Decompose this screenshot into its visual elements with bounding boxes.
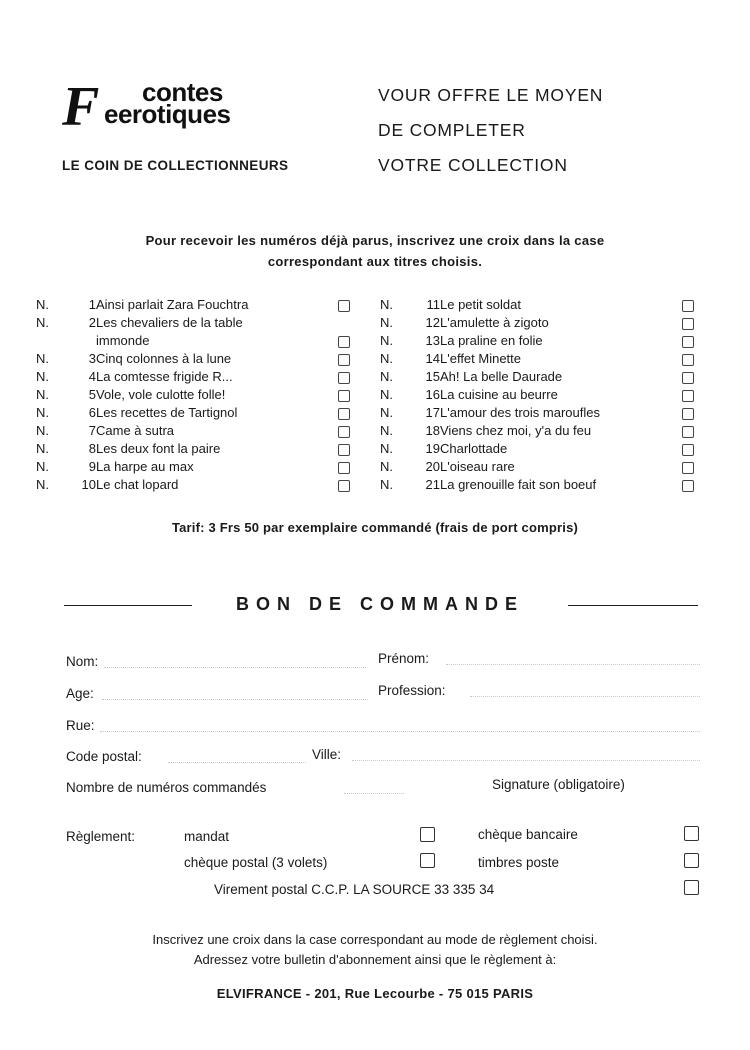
title-number <box>36 368 96 386</box>
title-text-line: L'effet Minette <box>440 351 522 366</box>
title-text-line: Les recettes de Tartignol <box>96 405 238 420</box>
ville-field[interactable] <box>352 760 700 761</box>
mandat-label: mandat <box>184 829 230 844</box>
title-number <box>380 458 440 476</box>
title-number-value: 6 <box>88 405 96 420</box>
profession-field[interactable] <box>470 696 700 697</box>
title-number-value: 9 <box>88 459 96 474</box>
title-number-value: 14 <box>425 351 440 366</box>
title-checkbox[interactable] <box>338 390 350 402</box>
timbres-checkbox[interactable] <box>684 853 699 868</box>
rue-field[interactable] <box>100 731 700 732</box>
title-text-line: Les deux font la paire <box>96 441 221 456</box>
title-number-value: 8 <box>88 441 96 456</box>
title-row <box>380 296 700 314</box>
title-text <box>96 368 233 386</box>
reglement-label: Règlement: <box>66 829 136 844</box>
title-text <box>96 440 220 458</box>
cheque-postal-label: chèque postal (3 volets) <box>184 855 328 870</box>
title-checkbox[interactable] <box>682 354 694 366</box>
title-text <box>440 368 562 386</box>
offer-line: VOUR OFFRE LE MOYEN <box>378 85 604 105</box>
title-number <box>380 440 440 458</box>
title-row <box>36 440 356 458</box>
title-checkbox[interactable] <box>338 444 350 456</box>
title-text-line: La praline en folie <box>440 333 543 348</box>
cheque-bancaire-checkbox[interactable] <box>684 826 699 841</box>
title-text <box>96 476 178 494</box>
title-number-prefix: N. <box>36 315 49 330</box>
title-number-value: 1 <box>88 297 96 312</box>
title-checkbox[interactable] <box>682 426 694 438</box>
title-number <box>380 314 440 332</box>
title-number-prefix: N. <box>36 405 49 420</box>
title-number <box>380 350 440 368</box>
title-checkbox[interactable] <box>682 372 694 384</box>
title-text-line: Cinq colonnes à la lune <box>96 351 232 366</box>
title-row <box>380 476 700 494</box>
title-text <box>440 386 558 404</box>
code-postal-label: Code postal: <box>66 749 142 764</box>
title-checkbox[interactable] <box>338 354 350 366</box>
title-number <box>36 296 96 314</box>
title-text <box>96 350 231 368</box>
rue-label: Rue: <box>66 718 95 733</box>
divider-line-left <box>64 605 192 606</box>
title-number <box>380 404 440 422</box>
intro-line: Pour recevoir les numéros déjà parus, inscrivez une croix dans la case <box>145 233 605 248</box>
title-number-prefix: N. <box>380 459 393 474</box>
title-number <box>380 476 440 494</box>
title-checkbox[interactable] <box>338 300 350 312</box>
title-number-value: 17 <box>425 405 440 420</box>
title-text-line: La grenouille fait son boeuf <box>440 477 597 492</box>
intro-line: correspondant aux titres choisis. <box>267 254 483 269</box>
virement-label: Virement postal C.C.P. LA SOURCE 33 335 34 <box>214 882 495 897</box>
title-number-prefix: N. <box>36 441 49 456</box>
title-number-prefix: N. <box>380 369 393 384</box>
address-instruction-text: Adressez votre bulletin d'abonnement ainsi que le règlement à: <box>193 952 557 967</box>
title-checkbox[interactable] <box>338 426 350 438</box>
bon-de-commande-title: BON DE COMMANDE <box>236 594 524 614</box>
title-row <box>380 404 700 422</box>
title-number <box>36 314 96 332</box>
title-number-value: 10 <box>81 477 96 492</box>
title-text-line: La comtesse frigide R... <box>96 369 233 384</box>
title-checkbox[interactable] <box>682 318 694 330</box>
title-row <box>380 368 700 386</box>
title-number-prefix: N. <box>380 297 393 312</box>
nom-field[interactable] <box>104 667 366 668</box>
title-text-line: Ainsi parlait Zara Fouchtra <box>96 297 249 312</box>
title-number-value: 3 <box>88 351 96 366</box>
title-row <box>36 314 356 350</box>
title-text <box>96 458 194 476</box>
title-number <box>36 386 96 404</box>
title-checkbox[interactable] <box>338 462 350 474</box>
title-checkbox[interactable] <box>682 480 694 492</box>
prenom-field[interactable] <box>446 664 700 665</box>
age-label: Age: <box>66 686 94 701</box>
title-number-prefix: N. <box>36 459 49 474</box>
title-number-prefix: N. <box>36 477 49 492</box>
nom-label: Nom: <box>66 654 99 669</box>
title-number <box>36 476 96 494</box>
title-text-line: Le chat lopard <box>96 477 179 492</box>
title-number-prefix: N. <box>380 315 393 330</box>
instruction-text: Inscrivez une croix dans la case correspondant au mode de règlement choisi. <box>152 932 598 947</box>
title-number-value: 12 <box>425 315 440 330</box>
title-number-prefix: N. <box>380 441 393 456</box>
title-text-line: Les chevaliers de la table <box>96 315 243 330</box>
title-checkbox[interactable] <box>682 336 694 348</box>
title-number-value: 20 <box>425 459 440 474</box>
title-text <box>440 296 521 314</box>
offer-line: DE COMPLETER <box>378 120 526 140</box>
logo-letter: F <box>62 76 100 138</box>
title-number-prefix: N. <box>36 297 49 312</box>
offer-text <box>378 78 603 183</box>
contes-feerotiques-logo <box>62 76 302 138</box>
title-text <box>440 404 600 422</box>
virement-checkbox[interactable] <box>684 880 699 895</box>
title-number-prefix: N. <box>380 477 393 492</box>
title-text <box>440 332 543 350</box>
title-number-prefix: N. <box>36 351 49 366</box>
title-number <box>380 332 440 350</box>
profession-label: Profession: <box>378 683 446 698</box>
title-text-line: Viens chez moi, y'a du feu <box>440 423 592 438</box>
title-text-line: L'amour des trois maroufles <box>440 405 600 420</box>
logo-line-2: eerotiques <box>104 99 231 129</box>
ville-label: Ville: <box>312 747 342 762</box>
title-row <box>36 368 356 386</box>
title-checkbox[interactable] <box>338 408 350 420</box>
title-number-value: 7 <box>88 423 96 438</box>
title-text <box>440 476 596 494</box>
subtitle: LE COIN DE COLLECTIONNEURS <box>62 158 289 173</box>
cheque-bancaire-label: chèque bancaire <box>478 827 578 842</box>
title-number-prefix: N. <box>380 405 393 420</box>
title-text-line: L'oiseau rare <box>440 459 515 474</box>
title-text-line: Charlottade <box>440 441 508 456</box>
title-text <box>440 422 591 440</box>
title-text-line: Vole, vole culotte folle! <box>96 387 226 402</box>
title-text-line: Came à sutra <box>96 423 175 438</box>
title-row <box>36 422 356 440</box>
title-number-prefix: N. <box>36 369 49 384</box>
title-checkbox[interactable] <box>682 408 694 420</box>
title-checkbox[interactable] <box>682 444 694 456</box>
title-number <box>380 368 440 386</box>
title-number <box>380 296 440 314</box>
title-number-prefix: N. <box>36 387 49 402</box>
logo-line-1: contes <box>142 77 223 107</box>
title-number <box>36 404 96 422</box>
title-number-value: 19 <box>425 441 440 456</box>
titles-list-left <box>36 296 356 494</box>
title-row <box>380 458 700 476</box>
title-row <box>380 386 700 404</box>
title-text-line: La harpe au max <box>96 459 194 474</box>
title-text <box>96 296 248 314</box>
code-postal-field[interactable] <box>168 762 306 763</box>
title-number-prefix: N. <box>380 333 393 348</box>
title-row <box>36 386 356 404</box>
title-number <box>380 422 440 440</box>
title-number-value: 4 <box>88 369 96 384</box>
title-number <box>36 458 96 476</box>
prenom-label: Prénom: <box>378 651 430 666</box>
title-text <box>440 458 515 476</box>
title-text <box>440 440 507 458</box>
title-number <box>36 350 96 368</box>
title-number-prefix: N. <box>380 423 393 438</box>
age-field[interactable] <box>102 699 368 700</box>
nombre-label: Nombre de numéros commandés <box>66 780 267 795</box>
title-row <box>380 422 700 440</box>
title-text-line: Ah! La belle Daurade <box>440 369 563 384</box>
title-row <box>380 350 700 368</box>
tarif-text: Tarif: 3 Frs 50 par exemplaire commandé (frais de port compris) <box>171 520 579 535</box>
publisher-address: ELVIFRANCE - 201, Rue Lecourbe - 75 015 PARIS <box>216 986 534 1001</box>
title-number <box>380 386 440 404</box>
title-checkbox[interactable] <box>338 336 350 348</box>
signature-label: Signature (obligatoire) <box>492 777 625 792</box>
title-text-line: La cuisine au beurre <box>440 387 558 402</box>
title-text <box>440 314 549 332</box>
intro-text <box>40 230 710 272</box>
title-text-line: Le petit soldat <box>440 297 521 312</box>
title-checkbox[interactable] <box>338 372 350 384</box>
timbres-label: timbres poste <box>478 855 560 870</box>
title-number-prefix: N. <box>380 351 393 366</box>
title-row <box>36 476 356 494</box>
cheque-postal-checkbox[interactable] <box>420 853 435 868</box>
title-row <box>36 458 356 476</box>
titles-list-right <box>380 296 700 494</box>
title-number-prefix: N. <box>380 387 393 402</box>
title-number <box>36 422 96 440</box>
title-checkbox[interactable] <box>682 390 694 402</box>
title-text-line: L'amulette à zigoto <box>440 315 549 330</box>
title-row <box>380 440 700 458</box>
title-checkbox[interactable] <box>338 480 350 492</box>
title-text <box>96 422 174 440</box>
title-number-prefix: N. <box>36 423 49 438</box>
title-row <box>380 332 700 350</box>
title-number-value: 18 <box>425 423 440 438</box>
title-row <box>36 296 356 314</box>
title-checkbox[interactable] <box>682 462 694 474</box>
title-checkbox[interactable] <box>682 300 694 312</box>
title-row <box>36 350 356 368</box>
title-text <box>96 314 243 350</box>
title-number-value: 16 <box>425 387 440 402</box>
title-number-value: 11 <box>426 297 440 312</box>
title-number <box>36 440 96 458</box>
title-text-line: immonde <box>96 333 150 348</box>
title-number-value: 15 <box>425 369 440 384</box>
title-row <box>380 314 700 332</box>
title-number-value: 5 <box>88 387 96 402</box>
title-number-value: 21 <box>425 477 440 492</box>
mandat-checkbox[interactable] <box>420 827 435 842</box>
title-text <box>440 350 521 368</box>
title-number-value: 13 <box>425 333 440 348</box>
nombre-field[interactable] <box>344 793 404 794</box>
title-row <box>36 404 356 422</box>
title-text <box>96 404 237 422</box>
divider-line-right <box>568 605 698 606</box>
title-text <box>96 386 225 404</box>
title-number-value: 2 <box>88 315 96 330</box>
offer-line: VOTRE COLLECTION <box>378 155 568 175</box>
